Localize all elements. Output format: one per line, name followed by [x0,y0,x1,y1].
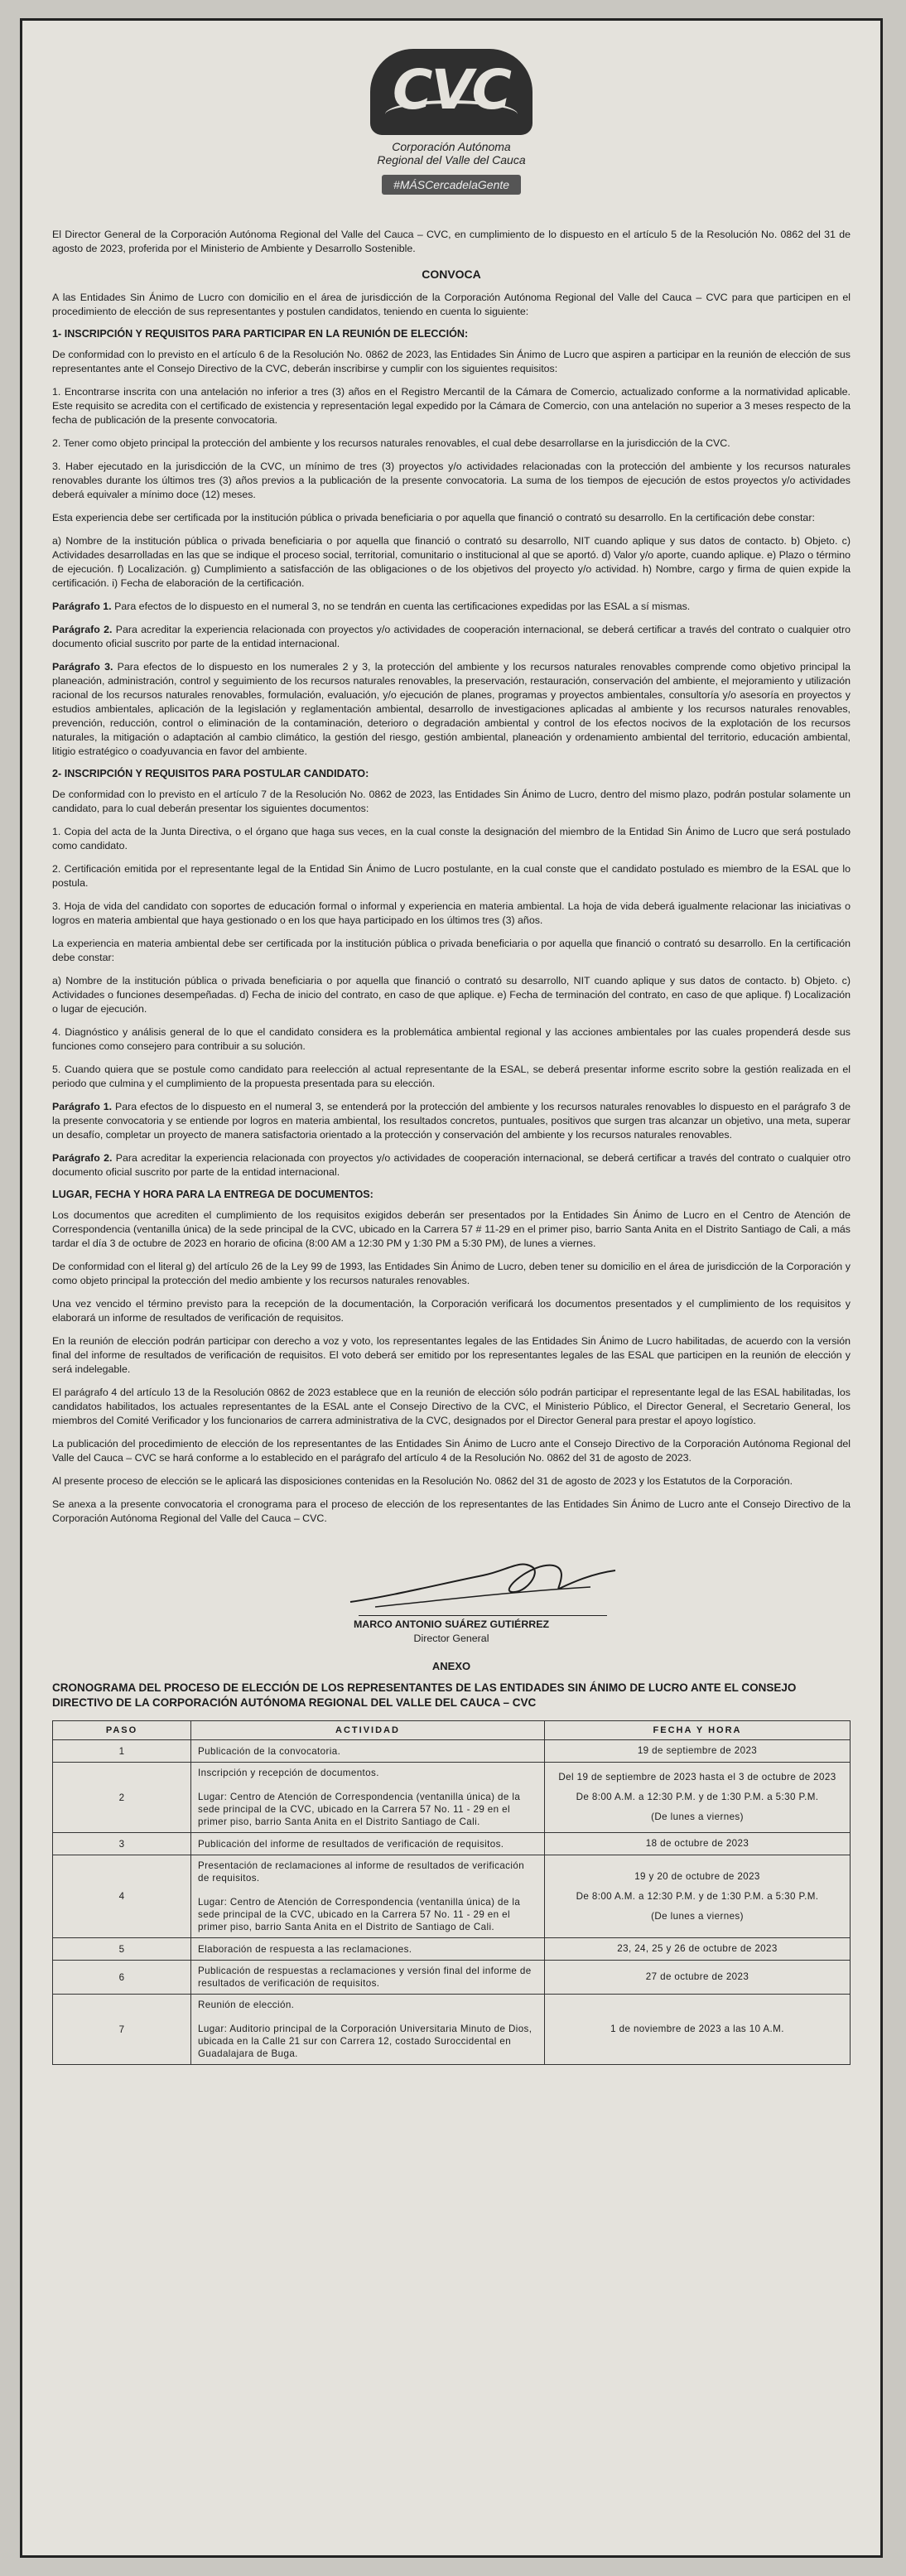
step-number: 1 [53,1740,191,1763]
paragraph-label: Parágrafo 3. [52,661,113,673]
column-header: ACTIVIDAD [191,1721,545,1740]
table-row [53,1855,851,1938]
activity-cell [191,1740,545,1763]
activity-text: Publicación de la convocatoria. [198,1745,341,1757]
logo-text: CVC [393,58,510,122]
column-header: FECHA Y HORA [545,1721,851,1740]
section1-requirement-1: 1. Encontrarse inscrita con una antelación no inferior a tres (3) años en el Registro Mercantil de la Cámara de Comercio, actualizado conforme a la normatividad aplicable. Este requisito se acredita con el certificado de existencia y representación legal expedido por la Cámara de Comercio, con una antelación no superior a 3 meses respecto de la fecha de publicación de la presente convocatoria. [52,386,851,426]
convoca-heading: CONVOCA [422,268,481,281]
signatory-name: MARCO ANTONIO SUÁREZ GUTIÉRREZ [353,1618,550,1630]
activity-cell [191,1995,545,2065]
section1-paragraph-1 [52,600,851,614]
table-row [53,1740,851,1763]
section3-paragraph: De conformidad con el literal g) del artículo 26 de la Ley 99 de 1993, las Entidades Sin Ánimo de Lucro, deben tener su domicilio en el área de jurisdicción de la Corporación y como objeto principal la protección del medio ambiente y los recursos naturales renovables. [52,1261,851,1286]
section2-paragraph-2 [52,1151,851,1179]
date-cell [545,1763,851,1833]
table-row [53,1763,851,1833]
signature-block [52,1551,851,1642]
date-cell [545,1938,851,1961]
date-cell [545,1995,851,2065]
section1-requirement-2: 2. Tener como objeto principal la protección del ambiente y los recursos naturales renovables, el cual debe desarrollarse en la jurisdicción de la CVC. [52,437,730,449]
activity-cell [191,1938,545,1961]
date-text: De 8:00 A.M. a 12:30 P.M. y de 1:30 P.M. a 5:30 P.M. [576,1792,819,1802]
activity-cell [191,1961,545,1995]
section1-certification-list: a) Nombre de la institución pública o privada beneficiaria o por aquella que financió o contrató su desarrollo, NIT cuando aplique y sus datos de contacto. b) Objeto. c) Actividades desarrolladas en las que se indique el proceso social, territorial, comunitario o institucional al que se aportó. d) Valor y/o aporte, cuando aplique. e) Plazo o término de ejecución. f) Localización. g) Cumplimiento a satisfacción de las obligaciones o de los objetivos del proyecto y/o actividad. h) Nombre, cargo y firma de quien expide la certificación. i) Fecha de elaboración de la certificación. [52,535,851,589]
section1-requirement-3: 3. Haber ejecutado en la jurisdicción de la CVC, un mínimo de tres (3) proyectos y/o actividades relacionadas con la protección del ambiente y los recursos naturales renovables durante los últimos tres (3) años previos a la publicación de la presente convocatoria. La suma de los tiempos de ejecución de estos proyectos y/o actividades deberá equivaler a mínimo doce (12) meses. [52,461,851,500]
date-text: (De lunes a viernes) [651,1910,744,1922]
step-number: 2 [53,1763,191,1833]
schedule-body [53,1740,851,2065]
date-text: 23, 24, 25 y 26 de octubre de 2023 [617,1943,778,1954]
section1-paragraph-3 [52,660,851,759]
table-row [53,1938,851,1961]
cvc-logo [360,49,542,195]
section3-paragraph: El parágrafo 4 del artículo 13 de la Resolución 0862 de 2023 establece que en la reunión de elección sólo podrán participar el representante legal de las ESAL habilitadas, los candidatos habilitados, los actuales representantes de la ESAL ante el Consejo Directivo de la CVC, el Ministerio Público, el Director General, el Secretario General, los miembros del Comité Verificador y los funcionarios de carrera administrativa de la CVC, designados por el Director General para prestar el apoyo logístico. [52,1387,851,1426]
step-number: 3 [53,1833,191,1855]
org-name-line1: Corporación Autónoma [392,140,511,153]
paragraph-label: Parágrafo 2. [52,1152,113,1164]
section3-heading: LUGAR, FECHA Y HORA PARA LA ENTREGA DE DOCUMENTOS: [52,1189,373,1200]
section3-paragraph: La publicación del procedimiento de elección de los representantes de las Entidades Sin Ánimo de Lucro ante el Consejo Directivo de la Corporación Autónoma Regional del Valle del Cauca – CVC se hará conforme a lo establecido en el parágrafo del artículo 4 de la Resolución No. 0862 del 31 de agosto de 2023. [52,1438,851,1464]
step-number: 5 [53,1938,191,1961]
paragraph-label: Parágrafo 1. [52,1101,113,1112]
date-cell [545,1855,851,1938]
section3-paragraph: Una vez vencido el término previsto para la recepción de la documentación, la Corporación verificará los documentos presentados y el cumplimiento de los requisitos y elaborará un informe de resultados de verificación de requisitos. [52,1298,851,1324]
activity-cell [191,1855,545,1938]
column-header: PASO [53,1721,191,1740]
section1-paragraph: Esta experiencia debe ser certificada por la institución pública o privada beneficiaria o por aquella que financió o contrató su desarrollo. En la certificación debe constar: [52,512,815,523]
activity-text: Lugar: Centro de Atención de Correspondencia (ventanilla única) de la sede principal de la CVC, ubicado en la Carrera 57 No. 11 - 29 en el primer piso, barrio Santa Anita en el Distrito Santiago de Cali. [198,1792,521,1827]
date-text: 18 de octubre de 2023 [645,1838,749,1849]
schedule-table [52,1720,851,2065]
section1-paragraph-2 [52,623,851,651]
activity-text: Inscripción y recepción de documentos. [198,1768,379,1778]
paragraph-text: Para acreditar la experiencia relacionada con proyectos y/o actividades de cooperación internacional, se deberá certificar a través del contrato o cualquier otro documento oficial suscrito por parte de la entidad internacional. [52,624,851,649]
activity-text: Publicación del informe de resultados de verificación de requisitos. [198,1838,504,1850]
paragraph-text: Para efectos de lo dispuesto en el numeral 3, no se tendrán en cuenta las certificaciones expedidas por las ESAL a sí mismas. [111,601,691,612]
convoca-paragraph: A las Entidades Sin Ánimo de Lucro con domicilio en el área de jurisdicción de la Corporación Autónoma Regional del Valle del Cauca – CVC para que participen en el procedimiento de elección de sus representantes y postulen candidatos, teniendo en cuenta lo siguiente: [52,292,851,317]
section2-certification-list: a) Nombre de la institución pública o privada beneficiaria o por aquella que financió o contrató su desarrollo, NIT cuando aplique y sus datos de contacto. b) Objeto. c) Actividades o funciones desempeñadas. d) Fecha de inicio del contrato, en caso de que aplique. e) Fecha de terminación del contrato, en caso de que aplique. f) Localización o lugar de ejecución. [52,975,851,1015]
section3-paragraph: Los documentos que acrediten el cumplimiento de los requisitos exigidos deberán ser presentados por la Entidades Sin Ánimo de Lucro en el Centro de Atención de Correspondencia (ventanilla única) de la sede principal de la CVC, ubicado en la Carrera 57 # 11-29 en el primer piso, barrio Santa Anita en el Distrito Santiago de Cali, a más tardar el día 3 de octubre de 2023 en horario de oficina (8:00 AM a 12:30 PM y 1:30 PM a 5:30 PM), de lunes a viernes. [52,1209,851,1249]
schedule-title: CRONOGRAMA DEL PROCESO DE ELECCIÓN DE LOS REPRESENTANTES DE LAS ENTIDADES SIN ÁNIMO DE LUCRO ANTE EL CONSEJO DIRECTIVO DE LA CORPORACIÓN AUTÓNOMA REGIONAL DEL VALLE DEL CAUCA – CVC [52,1681,797,1709]
activity-text: Reunión de elección. [198,2000,295,2010]
paragraph-text: Para efectos de lo dispuesto en los numerales 2 y 3, la protección del ambiente y los recursos naturales renovables comprende como objetivo principal la planeación, administración, control y seguimiento de los recursos naturales renovables, la preservación, restauración, conservación del ambiente, el mejoramiento y utilización racional de los recursos naturales renovables, formulación, evaluación, y/o ejecución de planes, programas y proyectos ambientales, consultoría y/o asesoría en proyectos y estudios ambientales, aplicación de la legislación y reglamentación ambiental, desarrollo de investigaciones aplicadas al ambiente y los recursos naturales renovables, prevención, reducción, control o eliminación de la contaminación, deterioro o degradación ambiental y control de los efectos nocivos de la explotación de los recursos naturales, la mitigación o adaptación al cambio climático, la gestión del riesgo, gestión ambiental, planeación y ordenamiento ambiental del territorio, educación ambiental, litigio estratégico o coadyuvancia en favor del ambiente. [52,661,851,757]
activity-cell [191,1763,545,1833]
activity-text: Lugar: Centro de Atención de Correspondencia (ventanilla única) de la sede principal de la CVC, ubicado en la Carrera 57 No. 11 - 29 en el primer piso, barrio Santa Anita en el Distrito de Santiago de Cali. [198,1897,521,1932]
paragraph-text: Para efectos de lo dispuesto en el numeral 3, se entenderá por la protección del ambiente y los recursos naturales renovables lo dispuesto en el parágrafo 3 de la presente convocatoria y se entiende por logros en materia ambiental, los resultados concretos, puntuales, positivos que surgen tras alcanzar un objetivo, una meta, superar un desafío, completar un proyecto de manera satisfactoria orientado a la protección y conservación del ambiente y los recursos naturales renovables. [52,1101,851,1141]
date-cell [545,1961,851,1995]
cvc-logo-mark [370,49,533,135]
activity-cell [191,1833,545,1855]
annex-label: ANEXO [431,1660,471,1672]
signatory-role: Director General [413,1633,489,1644]
date-text: Del 19 de septiembre de 2023 hasta el 3 de octubre de 2023 [558,1772,836,1782]
logo-swoosh [385,100,518,128]
table-row [53,1961,851,1995]
table-row [53,1995,851,2065]
step-number: 7 [53,1995,191,2065]
section1-heading: 1- INSCRIPCIÓN Y REQUISITOS PARA PARTICIPAR EN LA REUNIÓN DE ELECCIÓN: [52,328,469,340]
section2-document-4: 4. Diagnóstico y análisis general de lo que el candidato considera es la problemática ambiental regional y las acciones ambientales por las cuales propenderá desde sus funciones como consejero para contribuir a su solución. [52,1026,851,1052]
section1-paragraph: De conformidad con lo previsto en el artículo 6 de la Resolución No. 0862 de 2023, las Entidades Sin Ánimo de Lucro que aspiren a participar en la reunión de elección de sus representantes ante el Consejo Directivo de la CVC, deberán inscribirse y cumplir con los siguientes requisitos: [52,349,851,374]
intro-paragraph: El Director General de la Corporación Autónoma Regional del Valle del Cauca – CVC, en cumplimiento de lo dispuesto en el artículo 5 de la Resolución No. 0862 del 31 de agosto de 2023, proferida por el Ministerio de Ambiente y Desarrollo Sostenible. [52,229,851,254]
activity-text: Presentación de reclamaciones al informe de resultados de verificación de requisitos. [198,1860,525,1884]
section2-heading: 2- INSCRIPCIÓN Y REQUISITOS PARA POSTULAR CANDIDATO: [52,768,369,779]
date-text: 19 de septiembre de 2023 [637,1745,758,1756]
hashtag-badge: #MÁSCercadelaGente [382,175,521,195]
paragraph-text: Para acreditar la experiencia relacionada con proyectos y/o actividades de cooperación internacional, se deberá certificar a través del contrato o cualquier otro documento oficial suscrito por parte de la entidad internacional. [52,1152,851,1178]
table-row [53,1833,851,1855]
step-number: 4 [53,1855,191,1938]
date-text: 27 de octubre de 2023 [645,1971,749,1982]
section3-paragraph: Al presente proceso de elección se le aplicará las disposiciones contenidas en la Resolución No. 0862 del 31 de agosto de 2023 y los Estatutos de la Corporación. [52,1475,793,1487]
section2-paragraph: De conformidad con lo previsto en el artículo 7 de la Resolución No. 0862 de 2023, las Entidades Sin Ánimo de Lucro, dentro del mismo plazo, podrán postular solamente un candidato, para lo cual deberán presentar los siguientes documentos: [52,789,851,814]
date-cell [545,1833,851,1855]
section2-document-2: 2. Certificación emitida por el representante legal de la Entidad Sin Ánimo de Lucro postulante, en la cual conste que el candidato postulado es miembro de la ESAL que lo postula. [52,863,851,889]
section2-document-3: 3. Hoja de vida del candidato con soportes de educación formal o informal y experiencia en materia ambiental. La hoja de vida deberá igualmente relacionar las iniciativas o logros en materia ambiental que haya gestionado o en los que haya participado en los últimos tres (3) años. [52,900,851,926]
date-text: (De lunes a viernes) [651,1811,744,1822]
section2-paragraph-1 [52,1100,851,1142]
date-text: De 8:00 A.M. a 12:30 P.M. y de 1:30 P.M. a 5:30 P.M. [576,1890,819,1902]
date-cell [545,1740,851,1763]
paragraph-label: Parágrafo 1. [52,601,112,612]
section3-paragraph: Se anexa a la presente convocatoria el cronograma para el proceso de elección de los representantes de las Entidades Sin Ánimo de Lucro ante el Consejo Directivo de la Corporación Autónoma Regional del Valle del Cauca – CVC. [52,1498,851,1524]
signature-line [359,1615,607,1616]
date-text: 19 y 20 de octubre de 2023 [634,1870,760,1882]
section2-paragraph: La experiencia en materia ambiental debe ser certificada por la institución pública o privada beneficiaria o por aquella que financió o contrató su desarrollo. En la certificación debe constar: [52,938,851,963]
activity-text: Elaboración de respuesta a las reclamaciones. [198,1943,412,1955]
handwritten-signature [342,1551,624,1617]
section3-paragraph: En la reunión de elección podrán participar con derecho a voz y voto, los representantes legales de las Entidades Sin Ánimo de Lucro habilitadas, de acuerdo con la versión final del informe de resultados de verificación de requisitos. El voto deberá ser emitido por los representantes legales de las ESAL que participen en la reunión de elección y será indelegable. [52,1335,851,1375]
paragraph-label: Parágrafo 2. [52,624,113,635]
newspaper-page [20,18,883,2558]
section2-document-5: 5. Cuando quiera que se postule como candidato para reelección al actual representante de la ESAL, se deberá presentar informe escrito sobre la gestión realizada en el periodo que culmina y el cumplimiento de la propuesta presentada para su elección. [52,1064,851,1089]
date-text: 1 de noviembre de 2023 a las 10 A.M. [610,2024,784,2034]
step-number: 6 [53,1961,191,1995]
activity-text: Publicación de respuestas a reclamaciones y versión final del informe de resultados de verificación de requisitos. [198,1966,532,1989]
activity-text: Lugar: Auditorio principal de la Corporación Universitaria Minuto de Dios, ubicada en la Calle 21 sur con Carrera 12, costado Suroccidental en Guadalajara de Buga. [198,2024,533,2059]
section2-document-1: 1. Copia del acta de la Junta Directiva, o el órgano que haga sus veces, en la cual conste la designación del miembro de la Entidad Sin Ánimo de Lucro que será postulado como candidato. [52,826,851,851]
schedule-header-row [53,1721,851,1740]
org-name-line2: Regional del Valle del Cauca [377,153,526,166]
document-body [22,21,880,2065]
